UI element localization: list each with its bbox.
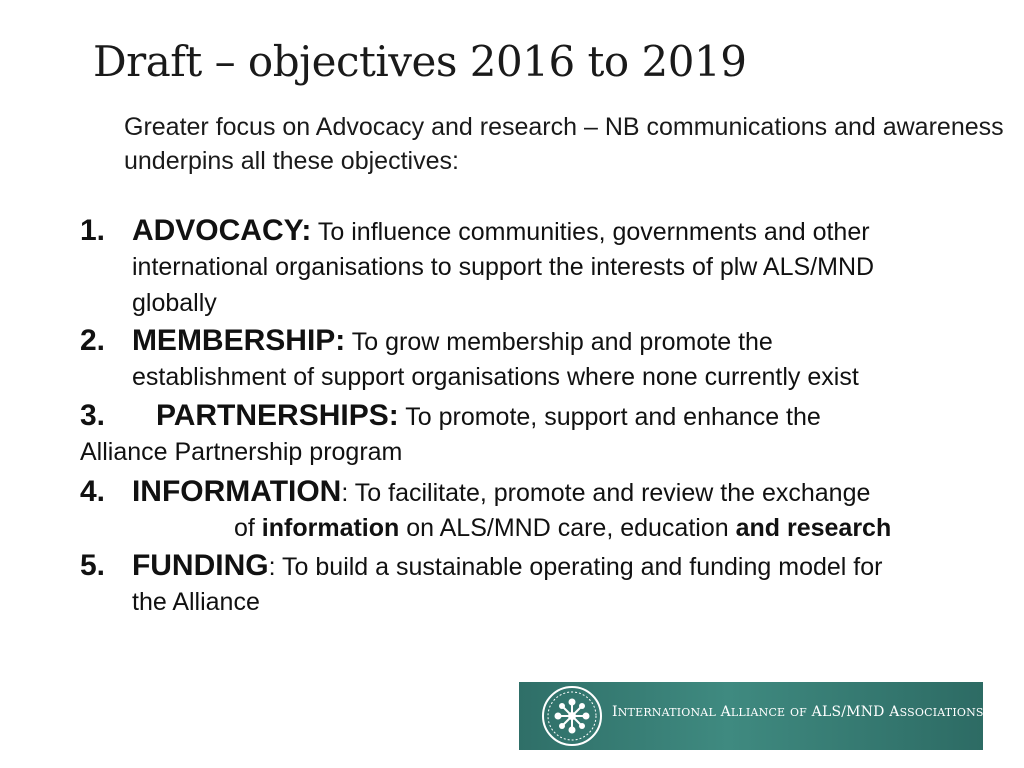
alliance-logo-banner	[519, 682, 983, 750]
objective-number: 4.	[80, 475, 106, 508]
objective-heading: ADVOCACY:	[131, 214, 312, 247]
objective-text: of	[234, 514, 262, 542]
objective-text: To influence communities, governments and other	[311, 218, 870, 246]
objective-emphasis: information	[261, 514, 400, 542]
objective-colon: :	[341, 479, 349, 507]
slide-title: Draft – objectives 2016 to 2019	[93, 37, 747, 86]
objective-heading: PARTNERSHIPS:	[155, 399, 399, 432]
objective-text: globally	[132, 289, 217, 317]
alliance-emblem-icon	[541, 685, 603, 747]
objective-number: 5.	[80, 549, 106, 582]
objective-text: the Alliance	[132, 588, 260, 616]
objective-heading: FUNDING	[131, 549, 269, 582]
objective-number: 2.	[80, 324, 106, 357]
objective-text: To facilitate, promote and review the exchange	[348, 479, 871, 507]
objective-partnerships	[80, 398, 1010, 470]
objective-text: To build a sustainable operating and funding model for	[275, 553, 883, 581]
objective-emphasis: and research	[735, 514, 892, 542]
objective-text: To grow membership and promote the	[345, 328, 773, 356]
objective-text: establishment of support organisations where none currently exist	[132, 363, 859, 391]
objective-advocacy	[80, 213, 1010, 321]
objective-text: Alliance Partnership program	[80, 438, 403, 466]
objective-membership	[80, 323, 1010, 395]
objective-information	[80, 474, 1010, 546]
alliance-logo-text: INTERNATIONAL ALLIANCE OF ALS/MND ASSOCIATIONS	[612, 704, 984, 720]
objective-funding	[80, 548, 1010, 620]
objective-colon: :	[268, 553, 276, 581]
objective-text: international organisations to support the interests of plw ALS/MND	[132, 253, 875, 281]
objective-text: To promote, support and enhance the	[398, 403, 821, 431]
objective-heading: INFORMATION	[131, 475, 342, 508]
objective-text-line	[80, 510, 1010, 546]
objective-heading: MEMBERSHIP:	[131, 324, 346, 357]
intro-text: Greater focus on Advocacy and research – NB communications and awareness underpins all these objectives:	[124, 113, 1004, 175]
objective-number: 3.	[80, 399, 106, 432]
objective-number: 1.	[80, 214, 106, 247]
objective-text: on ALS/MND care, education	[399, 514, 736, 542]
